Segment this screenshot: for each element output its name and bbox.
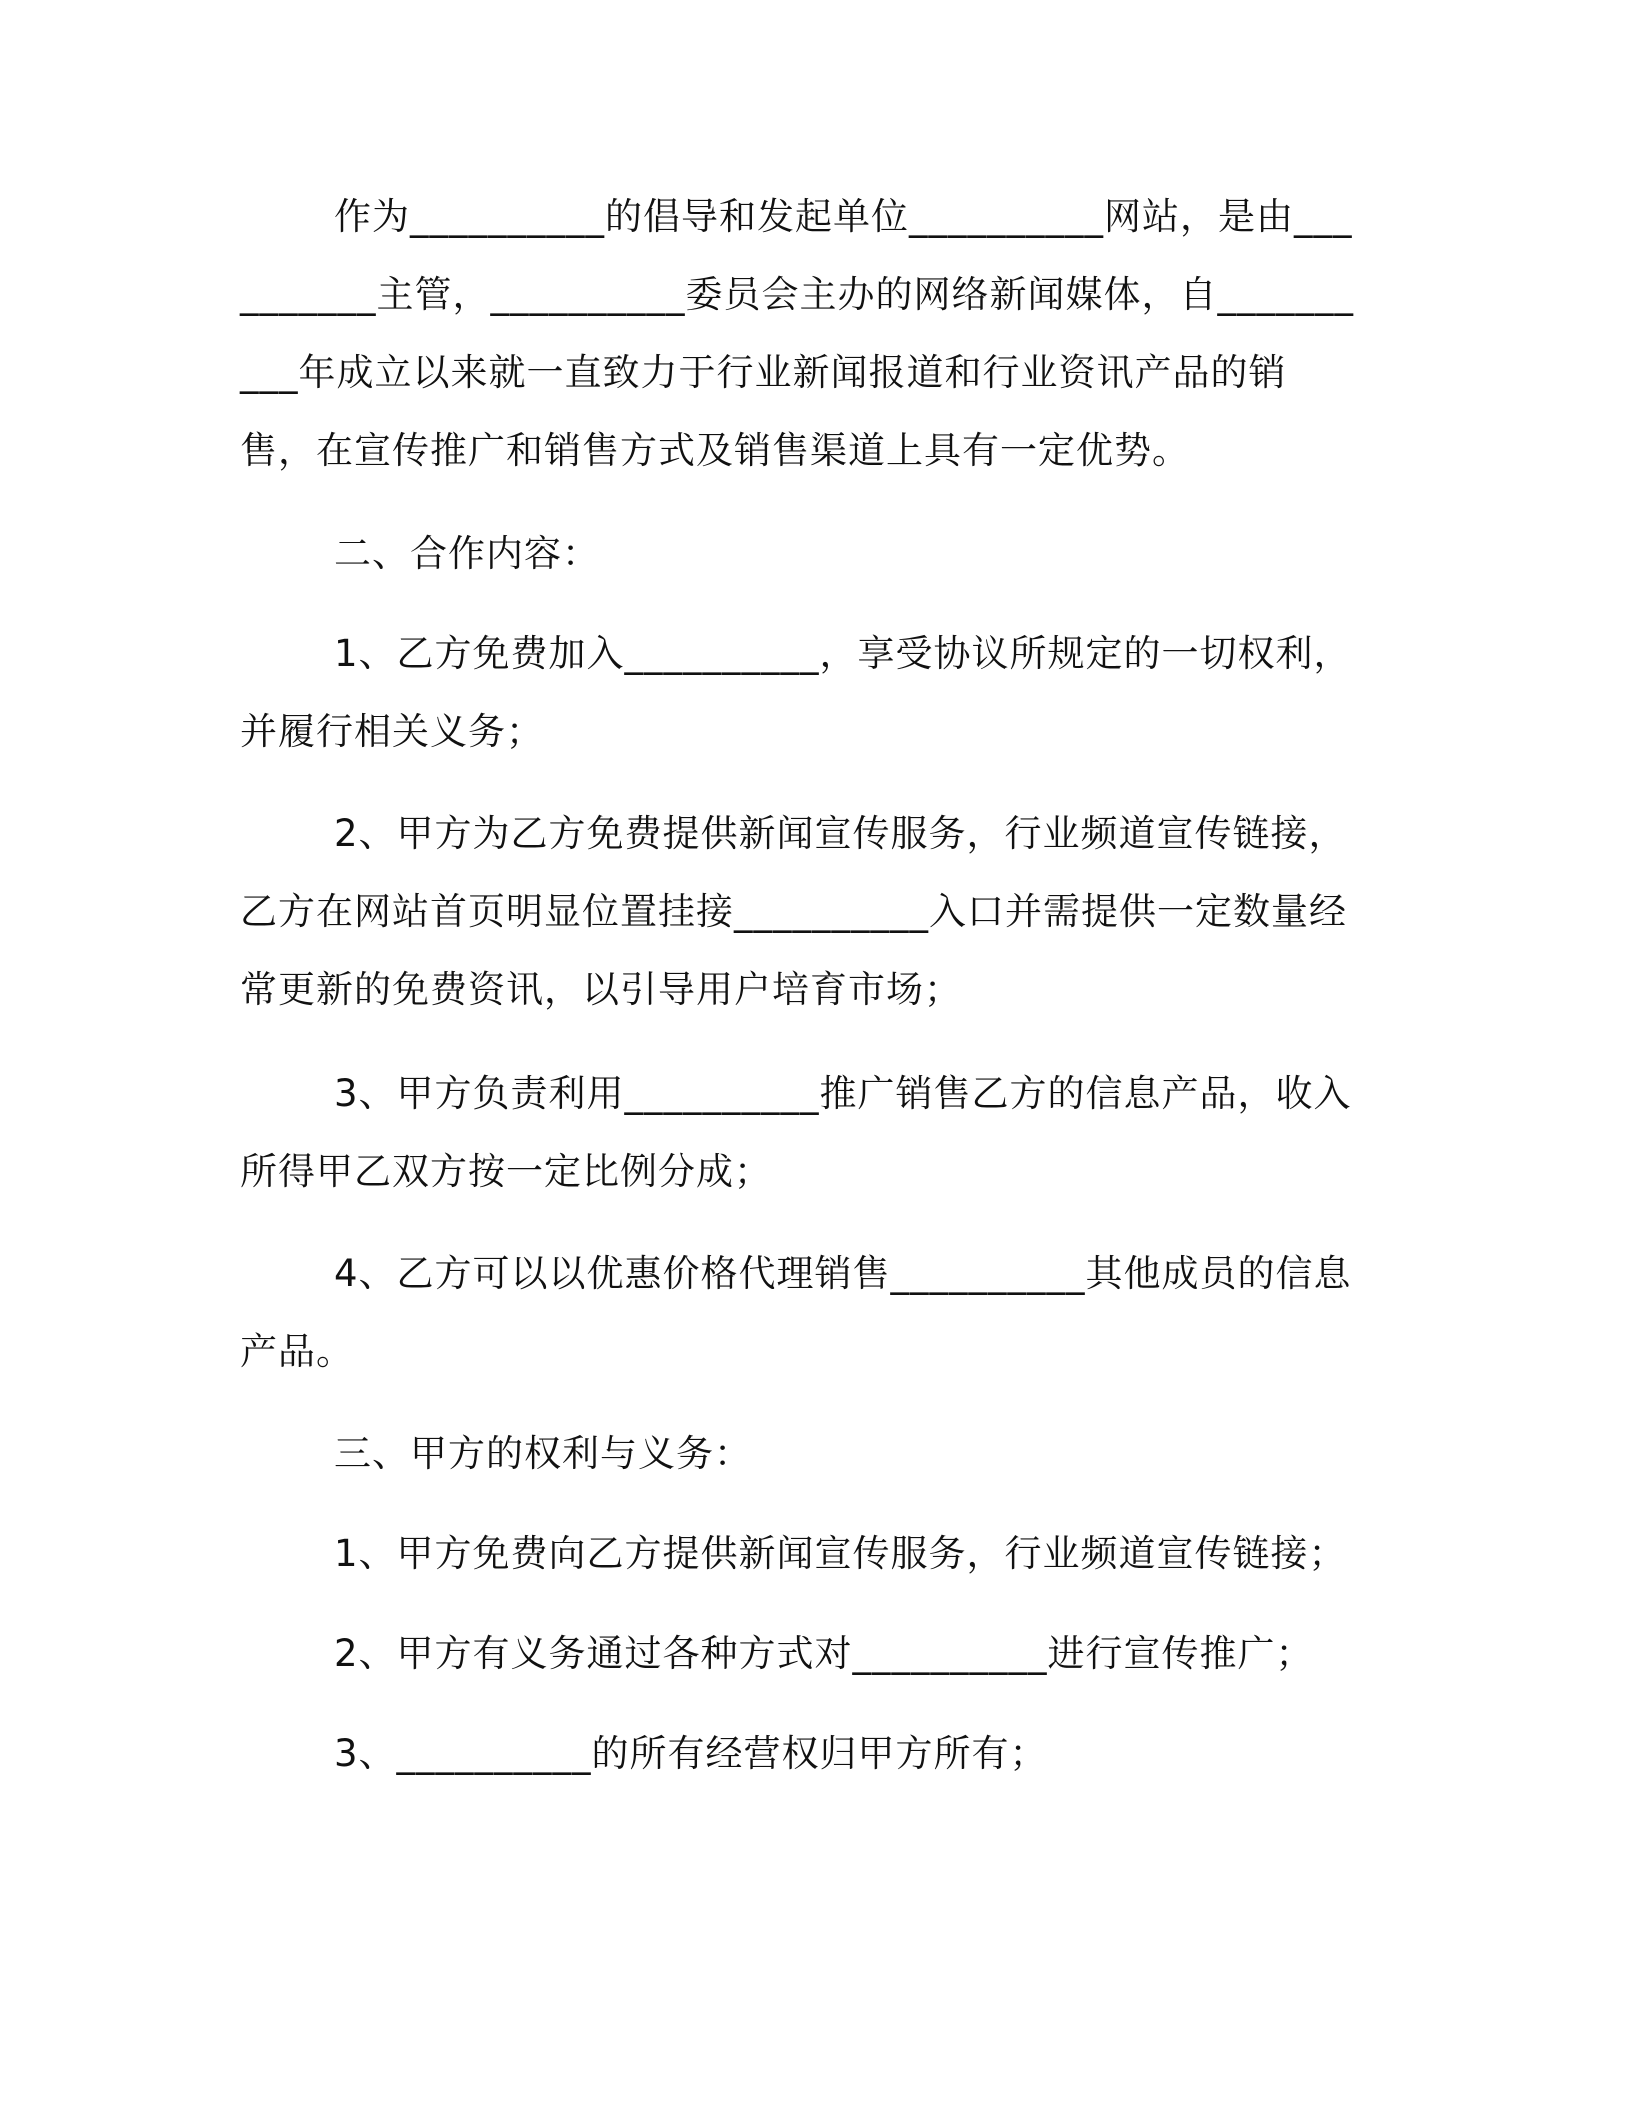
cooperation-item-1: 1、乙方免费加入__________，享受协议所规定的一切权利，并履行相关义务；: [240, 632, 1352, 753]
cooperation-item-3: 3、甲方负责利用__________推广销售乙方的信息产品，收入所得甲乙双方按一定比例分成；: [240, 1072, 1352, 1193]
section-two-heading: 二、合作内容：: [334, 532, 600, 575]
section-three-heading: 三、甲方的权利与义务：: [334, 1432, 752, 1475]
party-a-item-2: 2、甲方有义务通过各种方式对__________进行宣传推广；: [334, 1632, 1314, 1675]
intro-paragraph: 作为__________的倡导和发起单位__________网站，是由__________主管，__________委员会主办的网络新闻媒体，自__________年成立以来就一直致力于行业新闻报道和行业资讯产品的销售，在宣传推广和销售方式及销售渠道上具有一定优势。: [240, 195, 1354, 472]
party-a-item-1: 1、甲方免费向乙方提供新闻宣传服务，行业频道宣传链接；: [334, 1532, 1347, 1575]
cooperation-item-2: 2、甲方为乙方免费提供新闻宣传服务，行业频道宣传链接，乙方在网站首页明显位置挂接__________入口并需提供一定数量经常更新的免费资讯，以引导用户培育市场；: [240, 812, 1347, 1011]
party-a-item-3: 3、__________的所有经营权归甲方所有；: [334, 1732, 1048, 1775]
cooperation-item-4: 4、乙方可以以优惠价格代理销售__________其他成员的信息产品。: [240, 1252, 1352, 1373]
